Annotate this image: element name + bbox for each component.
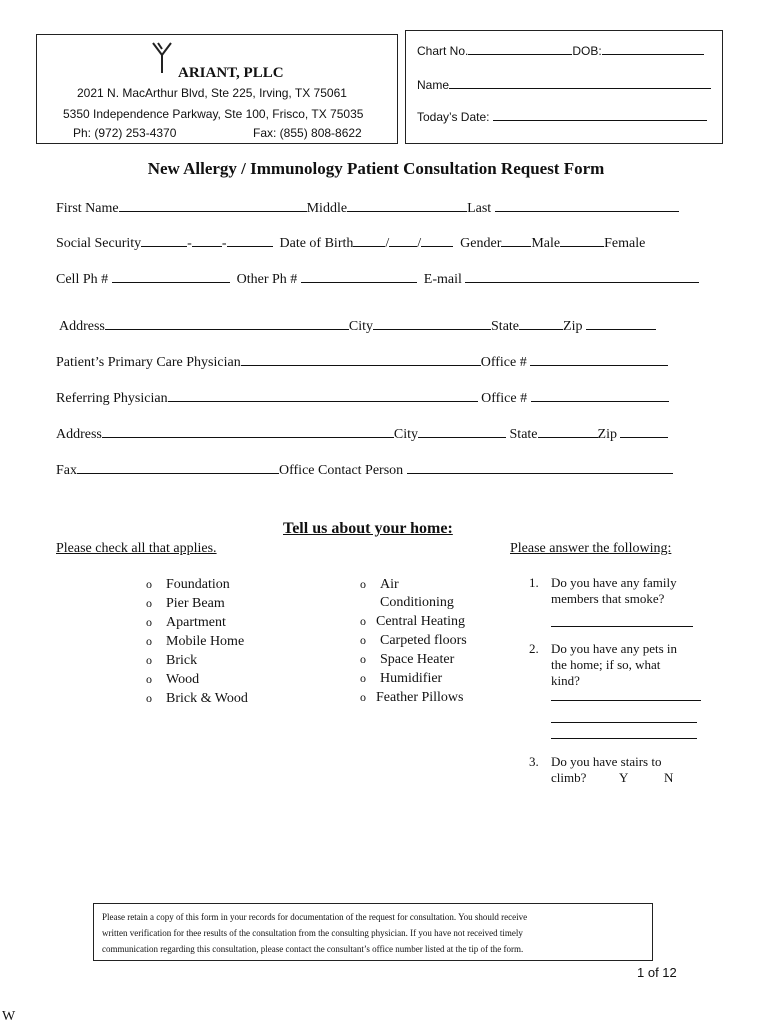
checkbox-icon[interactable]: o <box>360 671 366 685</box>
option-brick[interactable] <box>146 651 248 670</box>
question-2-answer-field-3[interactable] <box>551 725 697 739</box>
footer-notice-box <box>93 903 653 961</box>
name-label: Name <box>417 78 450 92</box>
dob-year-field[interactable] <box>421 233 453 247</box>
question-2-answer-field-1[interactable] <box>551 687 701 701</box>
address-field[interactable] <box>105 316 349 330</box>
option-label: Space Heater <box>380 652 455 667</box>
gender-female-field[interactable] <box>560 233 604 247</box>
email-label: E-mail <box>423 272 462 287</box>
ss-part-1-field[interactable] <box>141 233 187 247</box>
option-label: Carpeted floors <box>380 633 467 648</box>
question-2-answer-field-2[interactable] <box>551 709 697 723</box>
checkbox-icon[interactable]: o <box>360 614 366 628</box>
pcp-office-field[interactable] <box>530 352 668 366</box>
home-options-column-2 <box>360 575 467 707</box>
option-label: Apartment <box>166 615 226 630</box>
referring-city-field[interactable] <box>418 424 506 438</box>
todays-date-field[interactable] <box>493 107 707 121</box>
question-3 <box>529 754 729 794</box>
ss-dash: - <box>187 236 192 251</box>
question-text-line-2: the home; if so, what <box>551 657 661 672</box>
option-label: Pier Beam <box>166 596 225 611</box>
checkbox-icon[interactable]: o <box>146 615 152 629</box>
yes-option[interactable]: Y <box>619 770 629 785</box>
dob-month-field[interactable] <box>353 233 385 247</box>
checkbox-icon[interactable]: o <box>146 653 152 667</box>
ss-dash: - <box>221 236 227 251</box>
question-1 <box>529 575 729 635</box>
option-foundation[interactable] <box>146 575 248 594</box>
question-text-line-1: Do you have any family <box>551 575 677 590</box>
referring-physician-label: Referring Physician <box>56 391 168 406</box>
name-field[interactable] <box>449 75 711 89</box>
option-feather-pillows[interactable] <box>360 688 467 707</box>
answer-following-label: Please answer the following: <box>510 541 672 556</box>
notice-line-1: Please retain a copy of this form in your records for documentation of the request for consultation. You should receive <box>102 912 528 922</box>
fax-number: Fax: (855) 808-8622 <box>253 126 362 140</box>
zip-label: Zip <box>563 319 583 334</box>
checkbox-icon[interactable]: o <box>146 596 152 610</box>
zip-field[interactable] <box>586 316 656 330</box>
option-label: Conditioning <box>380 595 454 610</box>
other-phone-field[interactable] <box>301 269 417 283</box>
company-name: ARIANT, PLLC <box>178 65 284 81</box>
option-carpeted-floors[interactable] <box>360 631 467 650</box>
option-air-conditioning-cont <box>360 594 467 612</box>
male-label: Male <box>531 236 561 251</box>
option-brick-and-wood[interactable] <box>146 689 248 708</box>
cell-phone-field[interactable] <box>112 269 230 283</box>
date-of-birth-label: Date of Birth <box>279 236 354 251</box>
referring-physician-field[interactable] <box>168 388 478 402</box>
question-text-line-1: Do you have stairs to <box>551 754 662 769</box>
checkbox-icon[interactable]: o <box>146 577 152 591</box>
female-label: Female <box>604 236 646 251</box>
notice-line-3: communication regarding this consultation, please contact the consultant’s office number listed at the tip of the form. <box>102 944 524 954</box>
checkbox-icon[interactable]: o <box>360 652 366 666</box>
dob-slash: / <box>417 236 422 251</box>
option-label: Mobile Home <box>166 634 245 649</box>
option-label: Wood <box>166 672 200 687</box>
logo-icon <box>149 41 175 75</box>
office-contact-person-label: Office Contact Person <box>279 463 404 478</box>
checkbox-icon[interactable]: o <box>360 577 366 591</box>
option-pier-beam[interactable] <box>146 594 248 613</box>
referring-address-label: Address <box>56 427 102 442</box>
corner-mark: W <box>2 1009 16 1024</box>
option-mobile-home[interactable] <box>146 632 248 651</box>
referring-city-label: City <box>393 427 419 442</box>
question-text-line-2: climb? <box>551 770 587 785</box>
ss-part-3-field[interactable] <box>227 233 273 247</box>
primary-care-physician-field[interactable] <box>241 352 481 366</box>
last-label: Last <box>467 201 492 216</box>
notice-line-2: written verification for thee results of the consultation from the consulting physician. If you have not received timely <box>102 928 523 938</box>
option-label: Brick & Wood <box>166 691 248 706</box>
first-name-field[interactable] <box>119 198 307 212</box>
other-phone-label: Other Ph # <box>236 272 298 287</box>
referring-zip-label: Zip <box>597 427 617 442</box>
chart-info-box <box>405 30 723 144</box>
home-section-title: Tell us about your home: <box>283 520 453 537</box>
pcp-office-label: Office # <box>480 355 527 370</box>
form-title: New Allergy / Immunology Patient Consultation Request Form <box>147 159 605 178</box>
dob-field[interactable] <box>602 41 704 55</box>
fax-field[interactable] <box>77 460 279 474</box>
fax-label: Fax <box>56 463 77 478</box>
no-option[interactable]: N <box>664 770 674 785</box>
checkbox-icon[interactable]: o <box>360 633 366 647</box>
option-air-conditioning[interactable] <box>360 575 467 594</box>
gender-male-field[interactable] <box>501 233 531 247</box>
question-number: 1. <box>529 575 539 590</box>
home-options-column-1 <box>146 575 248 708</box>
question-number: 2. <box>529 641 539 656</box>
office-contact-person-field[interactable] <box>407 460 673 474</box>
page-number: 1 of 12 <box>637 965 677 980</box>
state-label: State <box>491 319 520 334</box>
option-apartment[interactable] <box>146 613 248 632</box>
option-label: Foundation <box>166 577 230 592</box>
checkbox-icon[interactable]: o <box>146 634 152 648</box>
option-label: Central Heating <box>376 614 466 629</box>
city-label: City <box>348 319 374 334</box>
question-text-line-3: kind? <box>551 673 580 688</box>
option-wood[interactable] <box>146 670 248 689</box>
dob-label: DOB: <box>572 44 602 58</box>
referring-zip-field[interactable] <box>620 424 668 438</box>
dob-day-field[interactable] <box>389 233 417 247</box>
question-number: 3. <box>529 754 539 769</box>
last-name-field[interactable] <box>495 198 679 212</box>
chart-no-field[interactable] <box>468 41 572 55</box>
referring-office-label: Office # <box>481 391 528 406</box>
ss-part-2-field[interactable] <box>192 233 222 247</box>
referring-address-field[interactable] <box>102 424 394 438</box>
dob-slash: / <box>385 236 390 251</box>
address-label: Address <box>59 319 105 334</box>
checkbox-icon[interactable]: o <box>146 672 152 686</box>
cell-phone-label: Cell Ph # <box>56 272 109 287</box>
phone-number: Ph: (972) 253-4370 <box>73 126 177 140</box>
option-humidifier[interactable] <box>360 669 467 688</box>
option-label: Brick <box>166 653 198 668</box>
referring-office-field[interactable] <box>531 388 669 402</box>
checkbox-icon[interactable]: o <box>146 691 152 705</box>
todays-date-label: Today’s Date: <box>417 110 490 124</box>
middle-name-field[interactable] <box>347 198 467 212</box>
city-field[interactable] <box>373 316 491 330</box>
social-security-label: Social Security <box>56 236 142 251</box>
option-space-heater[interactable] <box>360 650 467 669</box>
question-text-line-1: Do you have any pets in <box>551 641 678 656</box>
state-field[interactable] <box>519 316 563 330</box>
option-central-heating[interactable] <box>360 612 467 631</box>
question-1-answer-field[interactable] <box>551 613 693 627</box>
question-2 <box>529 641 729 741</box>
email-field[interactable] <box>465 269 699 283</box>
chart-no-label: Chart No. <box>417 44 469 58</box>
primary-care-physician-label: Patient’s Primary Care Physician <box>56 355 241 370</box>
option-label: Humidifier <box>380 671 443 686</box>
option-label: Air <box>380 577 399 592</box>
referring-state-label: State <box>509 427 538 442</box>
header-address-box <box>36 34 398 144</box>
referring-state-field[interactable] <box>538 424 598 438</box>
check-all-label: Please check all that applies. <box>56 541 217 556</box>
address-line-2: 5350 Independence Parkway, Ste 100, Frisco, TX 75035 <box>63 107 364 121</box>
first-name-label: First Name <box>56 201 119 216</box>
question-text-line-2: members that smoke? <box>551 591 665 606</box>
option-label: Feather Pillows <box>376 690 464 705</box>
address-line-1: 2021 N. MacArthur Blvd, Ste 225, Irving, TX 75061 <box>77 86 347 100</box>
middle-label: Middle <box>306 201 348 216</box>
checkbox-icon[interactable]: o <box>360 690 366 704</box>
gender-label: Gender <box>460 236 502 251</box>
